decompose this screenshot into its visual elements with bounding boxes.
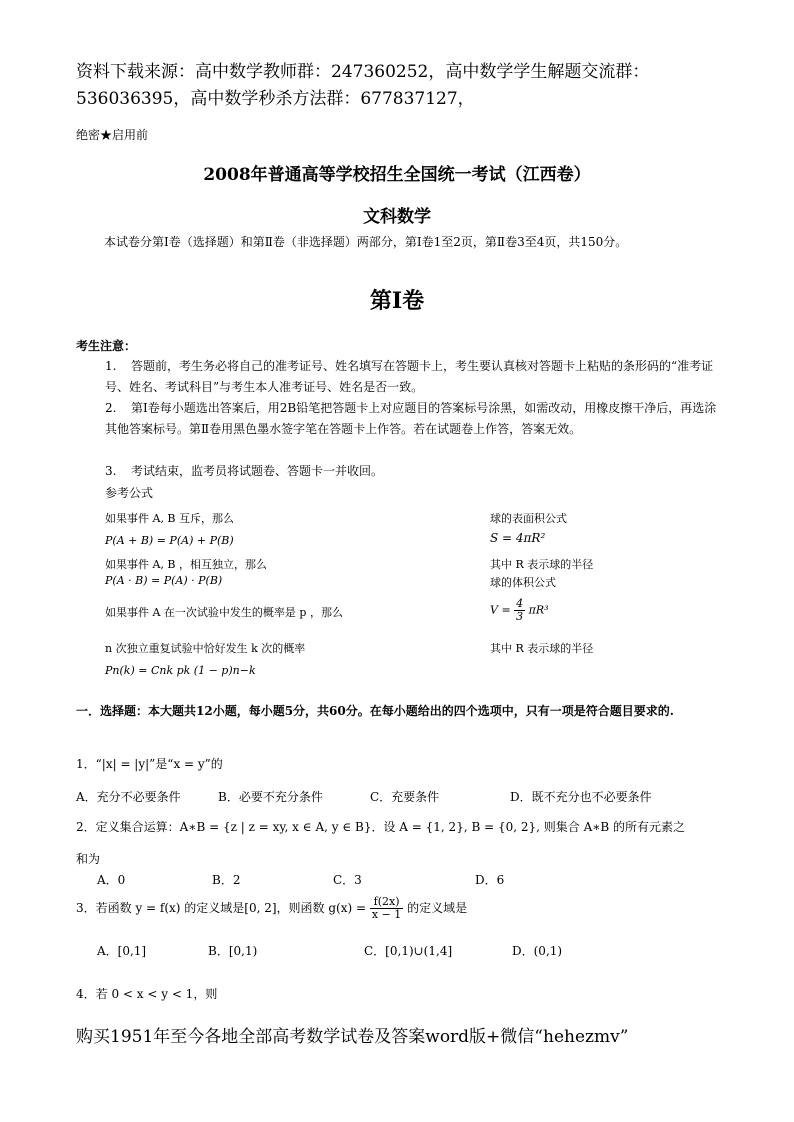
q1-option-b: B．必要不充分条件: [218, 790, 323, 804]
q2-option-a: A．0: [97, 873, 126, 887]
notice-item-number: 3.: [105, 464, 117, 478]
volume-fraction: [514, 598, 525, 623]
volume-prefix: V =: [490, 603, 511, 617]
formula-left-4: P(A · B) = P(A) · P(B): [105, 574, 223, 587]
source-line-2: 536036395，高中数学秒杀方法群：677837127，: [76, 89, 475, 109]
notice-item-text: 答题前，考生务必将自己的准考证号、姓名填写在答题卡上，考生要认真核对答题卡上粘贴的条形码的“准考证号、姓名、考试科目”与考生本人准考证号、姓名是否一致。: [105, 359, 714, 394]
q3-option-a: A．[0,1]: [97, 944, 147, 958]
q1-option-c: C．充要条件: [370, 790, 440, 804]
question-2-cont: 和为: [76, 852, 101, 866]
formula-left-2: P(A + B) = P(A) + P(B): [105, 534, 234, 547]
exam-title: 2008年普通高等学校招生全国统一考试（江西卷）: [203, 165, 591, 185]
formula-right-2: S = 4πR²: [490, 531, 546, 545]
q3-option-b: B．[0,1): [208, 944, 258, 958]
q3-option-d: D．(0,1): [512, 944, 563, 958]
q2-option-d: D．6: [475, 873, 505, 887]
fraction-denominator: x − 1: [371, 908, 402, 921]
notice-item-text: 考试结束，监考员将试题卷、答题卡一并收回。: [131, 464, 384, 478]
formula-heading: 参考公式: [105, 486, 154, 500]
fraction-denominator: 3: [516, 610, 524, 623]
source-line-1: 资料下载来源：高中数学教师群：247360252，高中数学学生解题交流群：: [76, 62, 650, 82]
notice-heading: 考生注意：: [76, 339, 137, 353]
formula-left-6: n 次独立重复试验中恰好发生 k 次的概率: [105, 642, 306, 655]
q2-option-b: B．2: [212, 873, 241, 887]
q2-option-c: C．3: [333, 873, 362, 887]
volume-suffix: πR³: [528, 603, 549, 617]
q3-fraction: [370, 896, 403, 921]
q1-option-d: D．既不充分也不必要条件: [510, 790, 652, 804]
notice-item-number: 1.: [105, 359, 117, 373]
formula-right-3: 其中 R 表示球的半径: [490, 558, 594, 571]
fraction-numerator: f(2x): [370, 896, 403, 909]
q3-option-c: C．[0,1)∪(1,4]: [364, 944, 453, 958]
fraction-numerator: 4: [516, 597, 524, 610]
q3-stem-a: 3．若函数 y = f(x) 的定义域是[0, 2]，则函数 g(x) =: [76, 901, 367, 915]
notice-item-3: [105, 461, 725, 482]
exam-subtitle: 文科数学: [363, 207, 431, 227]
q1-option-a: A．充分不必要条件: [76, 790, 181, 804]
notice-item-number: 2.: [105, 401, 117, 415]
part-title: 第Ⅰ卷: [369, 288, 425, 314]
formula-right-5: [490, 598, 549, 623]
q3-stem-b: 的定义域是: [407, 901, 468, 915]
notice-item-text: 第Ⅰ卷每小题选出答案后，用2B铅笔把答题卡上对应题目的答案标号涂黑，如需改动，用橡皮擦干净后，再选涂其他答案标号。第Ⅱ卷用黑色墨水签字笔在答题卡上作答。若在试题卷上作答，答案无效。: [105, 401, 717, 436]
formula-right-6: 其中 R 表示球的半径: [490, 642, 594, 655]
section-heading: 一．选择题：本大题共12小题，每小题5分，共60分。在每小题给出的四个选项中，只有一项是符合题目要求的.: [76, 704, 674, 718]
intro-text: 本试卷分第Ⅰ卷（选择题）和第Ⅱ卷（非选择题）两部分，第Ⅰ卷1至2页，第Ⅱ卷3至4页，共150分。: [104, 235, 628, 249]
formula-left-3: 如果事件 A, B ，相互独立，那么: [105, 558, 268, 571]
question-2: 2．定义集合运算：A∗B = {z | z = xy, x ∈ A, y ∈ B}．设 A = {1, 2}, B = {0, 2}, 则集合 A∗B 的所有元素之: [76, 820, 686, 834]
formula-left-1: 如果事件 A, B 互斥，那么: [105, 512, 235, 525]
notice-item-1: [105, 356, 725, 398]
secret-label: 绝密★启用前: [76, 128, 149, 142]
notice-item-2: [105, 398, 725, 440]
formula-right-4: 球的体积公式: [490, 576, 556, 589]
question-4: 4．若 0 < x < y < 1，则: [76, 987, 218, 1001]
question-1: 1．“|x| = |y|”是“x = y”的: [76, 757, 223, 771]
formula-left-7: Pn(k) = Cnk pk (1 − p)n−k: [105, 664, 256, 677]
formula-right-1: 球的表面积公式: [490, 512, 567, 525]
formula-left-5: 如果事件 A 在一次试验中发生的概率是 p ，那么: [105, 606, 343, 619]
question-3: [76, 896, 467, 921]
footer-ad: 购买1951年至今各地全部高考数学试卷及答案word版+微信“hehezmv”: [76, 1027, 629, 1047]
